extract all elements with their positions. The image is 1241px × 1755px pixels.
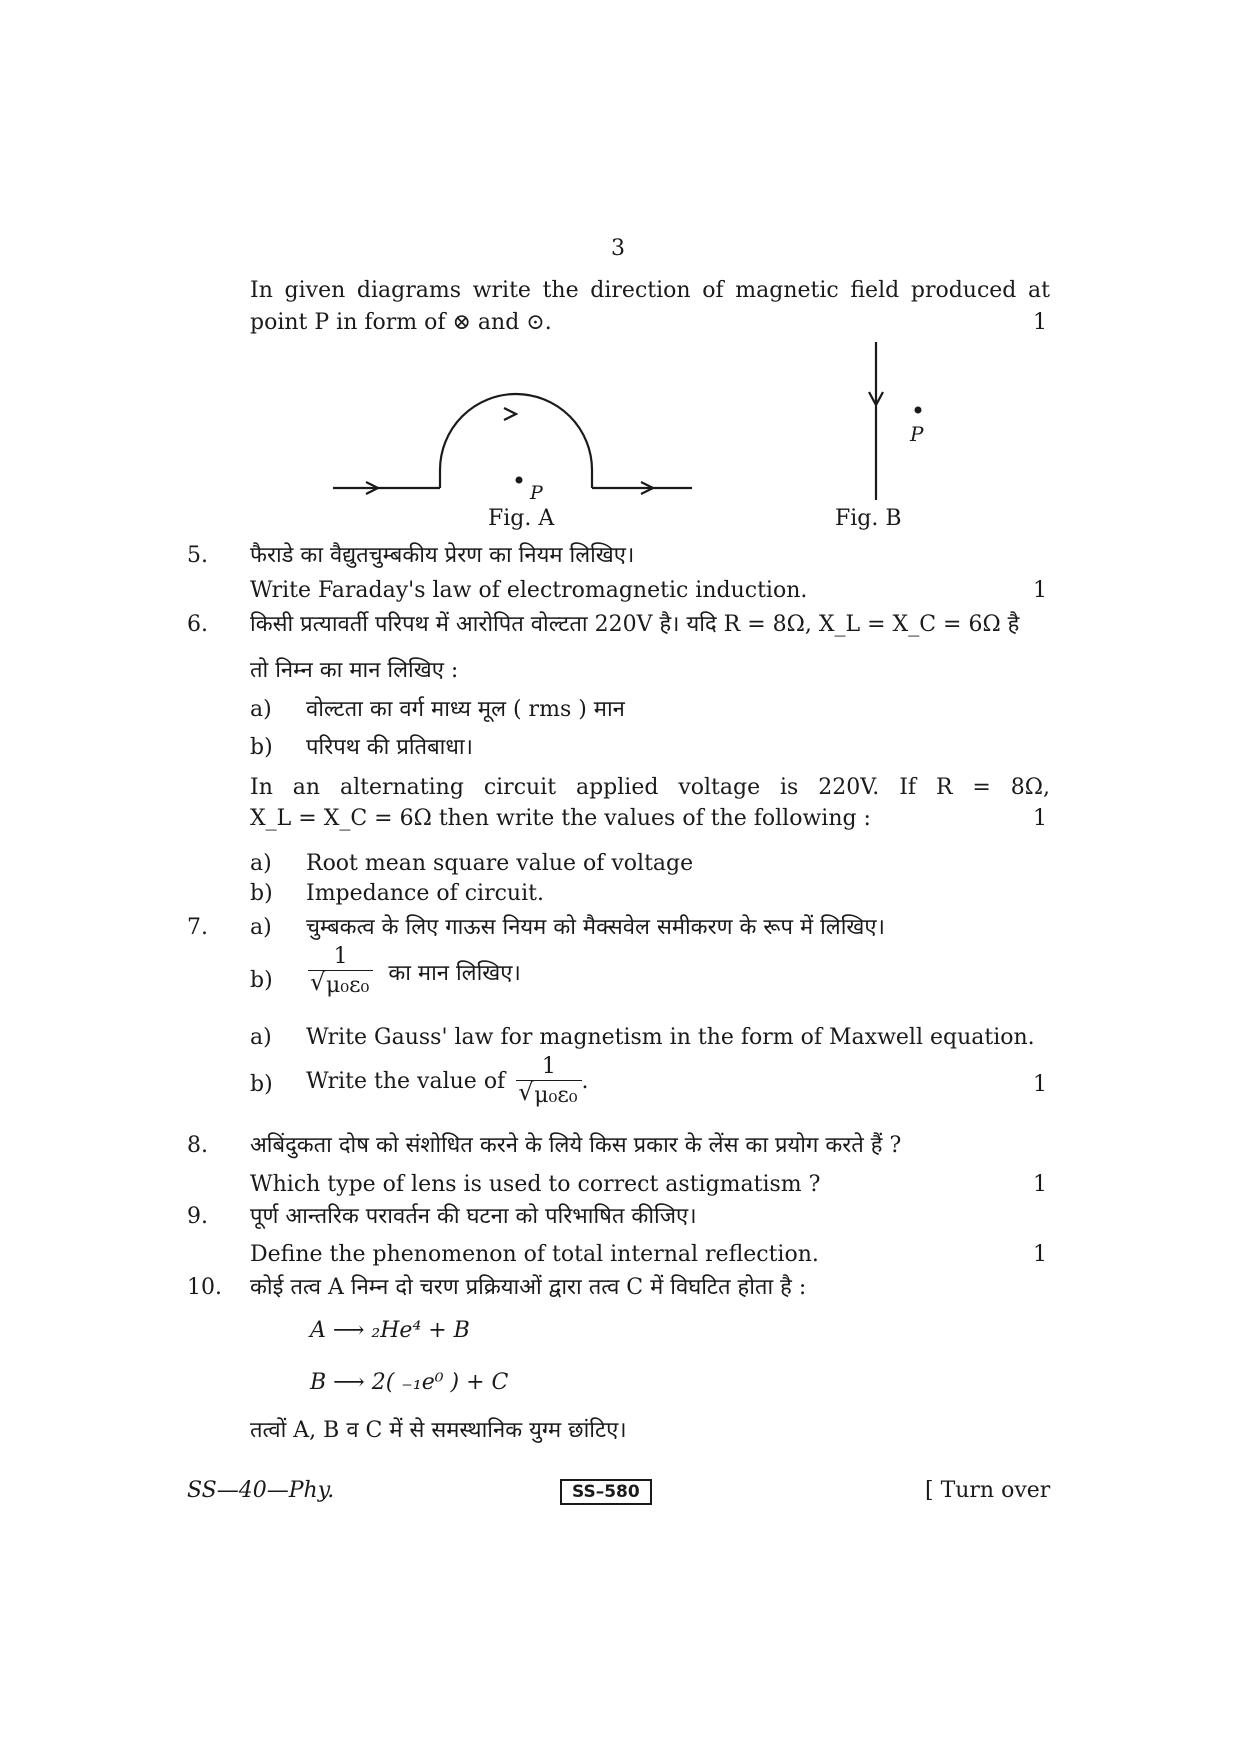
fraction-numerator: 1 xyxy=(541,1054,556,1079)
q9-hindi: पूर्ण आन्तरिक परावर्तन की घटना को परिभाषित कीजिए। xyxy=(250,1204,697,1229)
q4-line1: In given diagrams write the direction of magnetic field produced at xyxy=(250,278,1050,303)
q9-number: 9. xyxy=(187,1204,208,1229)
q7-hindi-fraction xyxy=(308,944,373,999)
fig-b-point-label: P xyxy=(910,422,924,446)
fig-a-point xyxy=(516,477,523,484)
q6-english-b: Impedance of circuit. xyxy=(306,881,544,906)
q7-english-a: Write Gauss' law for magnetism in the form of Maxwell equation. xyxy=(306,1025,1035,1050)
page-number: 3 xyxy=(611,236,625,261)
fig-b-wire xyxy=(869,342,883,500)
q6-hindi-a-label: a) xyxy=(250,697,272,722)
q5-number: 5. xyxy=(187,543,208,568)
q9-mark: 1 xyxy=(1033,1242,1047,1267)
q6-hindi-b-label: b) xyxy=(250,735,273,760)
q8-number: 8. xyxy=(187,1133,208,1158)
q7-hindi-b-label: b) xyxy=(250,968,273,993)
q6-english-line2: X_L = X_C = 6Ω then write the values of the following : xyxy=(250,806,871,831)
fig-b-caption: Fig. B xyxy=(835,506,902,531)
footer-paper-code: SS—40—Phy. xyxy=(187,1478,335,1503)
q5-english: Write Faraday's law of electromagnetic induction. xyxy=(250,578,808,603)
q6-english-a-label: a) xyxy=(250,851,272,876)
q7-mark: 1 xyxy=(1033,1072,1047,1097)
q6-hindi-a: वोल्टता का वर्ग माध्य मूल ( rms ) मान xyxy=(306,697,625,722)
q4-line2: point P in form of ⊗ and ⊙. xyxy=(250,310,552,335)
fraction-denominator: μ₀ε₀ xyxy=(534,1083,578,1108)
q10-hindi-line2: तत्वों A, B व C में से समस्थानिक युग्म छांटिए। xyxy=(250,1418,627,1443)
q5-hindi: फैराडे का वैद्युतचुम्बकीय प्रेरण का नियम लिखिए। xyxy=(250,543,635,568)
q7-hindi-b-suffix: का मान लिखिए। xyxy=(388,960,521,986)
q6-hindi-line1: किसी प्रत्यावर्ती परिपथ में आरोपित वोल्टता 220V है। यदि R = 8Ω, X_L = X_C = 6Ω है xyxy=(250,612,1020,637)
q10-equation1: A ⟶ ₂He⁴ + B xyxy=(310,1318,470,1343)
q6-english-line1: In an alternating circuit applied voltage is 220V. If R = 8Ω, xyxy=(250,775,1050,800)
fig-a-wire xyxy=(333,394,692,494)
q7-english-b: Write the value of 1 √ μ₀ε₀ . xyxy=(306,1054,589,1108)
q5-mark: 1 xyxy=(1033,578,1047,603)
q6-mark: 1 xyxy=(1033,806,1047,831)
sqrt-symbol: √ xyxy=(310,968,326,996)
q7-english-fraction xyxy=(516,1054,581,1109)
fraction-denominator: μ₀ε₀ xyxy=(326,973,370,998)
q7-english-b-label: b) xyxy=(250,1072,273,1097)
q10-equation2: B ⟶ 2( ₋₁e⁰ ) + C xyxy=(310,1370,509,1395)
footer-turn-over: [ Turn over xyxy=(925,1478,1051,1503)
q8-english: Which type of lens is used to correct astigmatism ? xyxy=(250,1172,821,1197)
q7-hindi-a: चुम्बकत्व के लिए गाऊस नियम को मैक्सवेल समीकरण के रूप में लिखिए। xyxy=(306,915,885,940)
q7-hindi-a-label: a) xyxy=(250,915,272,940)
q7-hindi-b xyxy=(308,944,521,999)
q6-english-b-label: b) xyxy=(250,881,273,906)
q9-english: Define the phenomenon of total internal reflection. xyxy=(250,1242,819,1267)
fraction-numerator: 1 xyxy=(333,944,348,969)
q8-hindi: अबिंदुकता दोष को संशोधित करने के लिये किस प्रकार के लेंस का प्रयोग करते हैं ? xyxy=(250,1133,902,1158)
fig-a-point-label: P xyxy=(530,482,543,504)
q7-english-b-prefix: Write the value of xyxy=(306,1069,506,1094)
q8-mark: 1 xyxy=(1033,1172,1047,1197)
fig-b-point xyxy=(915,407,922,414)
q10-hindi-line1: कोई तत्व A निम्न दो चरण प्रक्रियाओं द्वारा तत्व C में विघटित होता है : xyxy=(250,1275,807,1300)
q7-number: 7. xyxy=(187,915,208,940)
q6-number: 6. xyxy=(187,612,208,637)
q4-mark: 1 xyxy=(1033,310,1047,335)
q7-english-a-label: a) xyxy=(250,1025,272,1050)
q6-english-a: Root mean square value of voltage xyxy=(306,851,694,876)
sqrt-symbol: √ xyxy=(518,1078,534,1106)
q6-hindi-b: परिपथ की प्रतिबाधा। xyxy=(306,735,473,760)
fig-a-caption: Fig. A xyxy=(488,506,555,531)
footer-series-box: SS–580 xyxy=(560,1479,652,1505)
q10-number: 10. xyxy=(187,1275,222,1300)
q6-hindi-line2: तो निम्न का मान लिखिए : xyxy=(250,658,459,683)
